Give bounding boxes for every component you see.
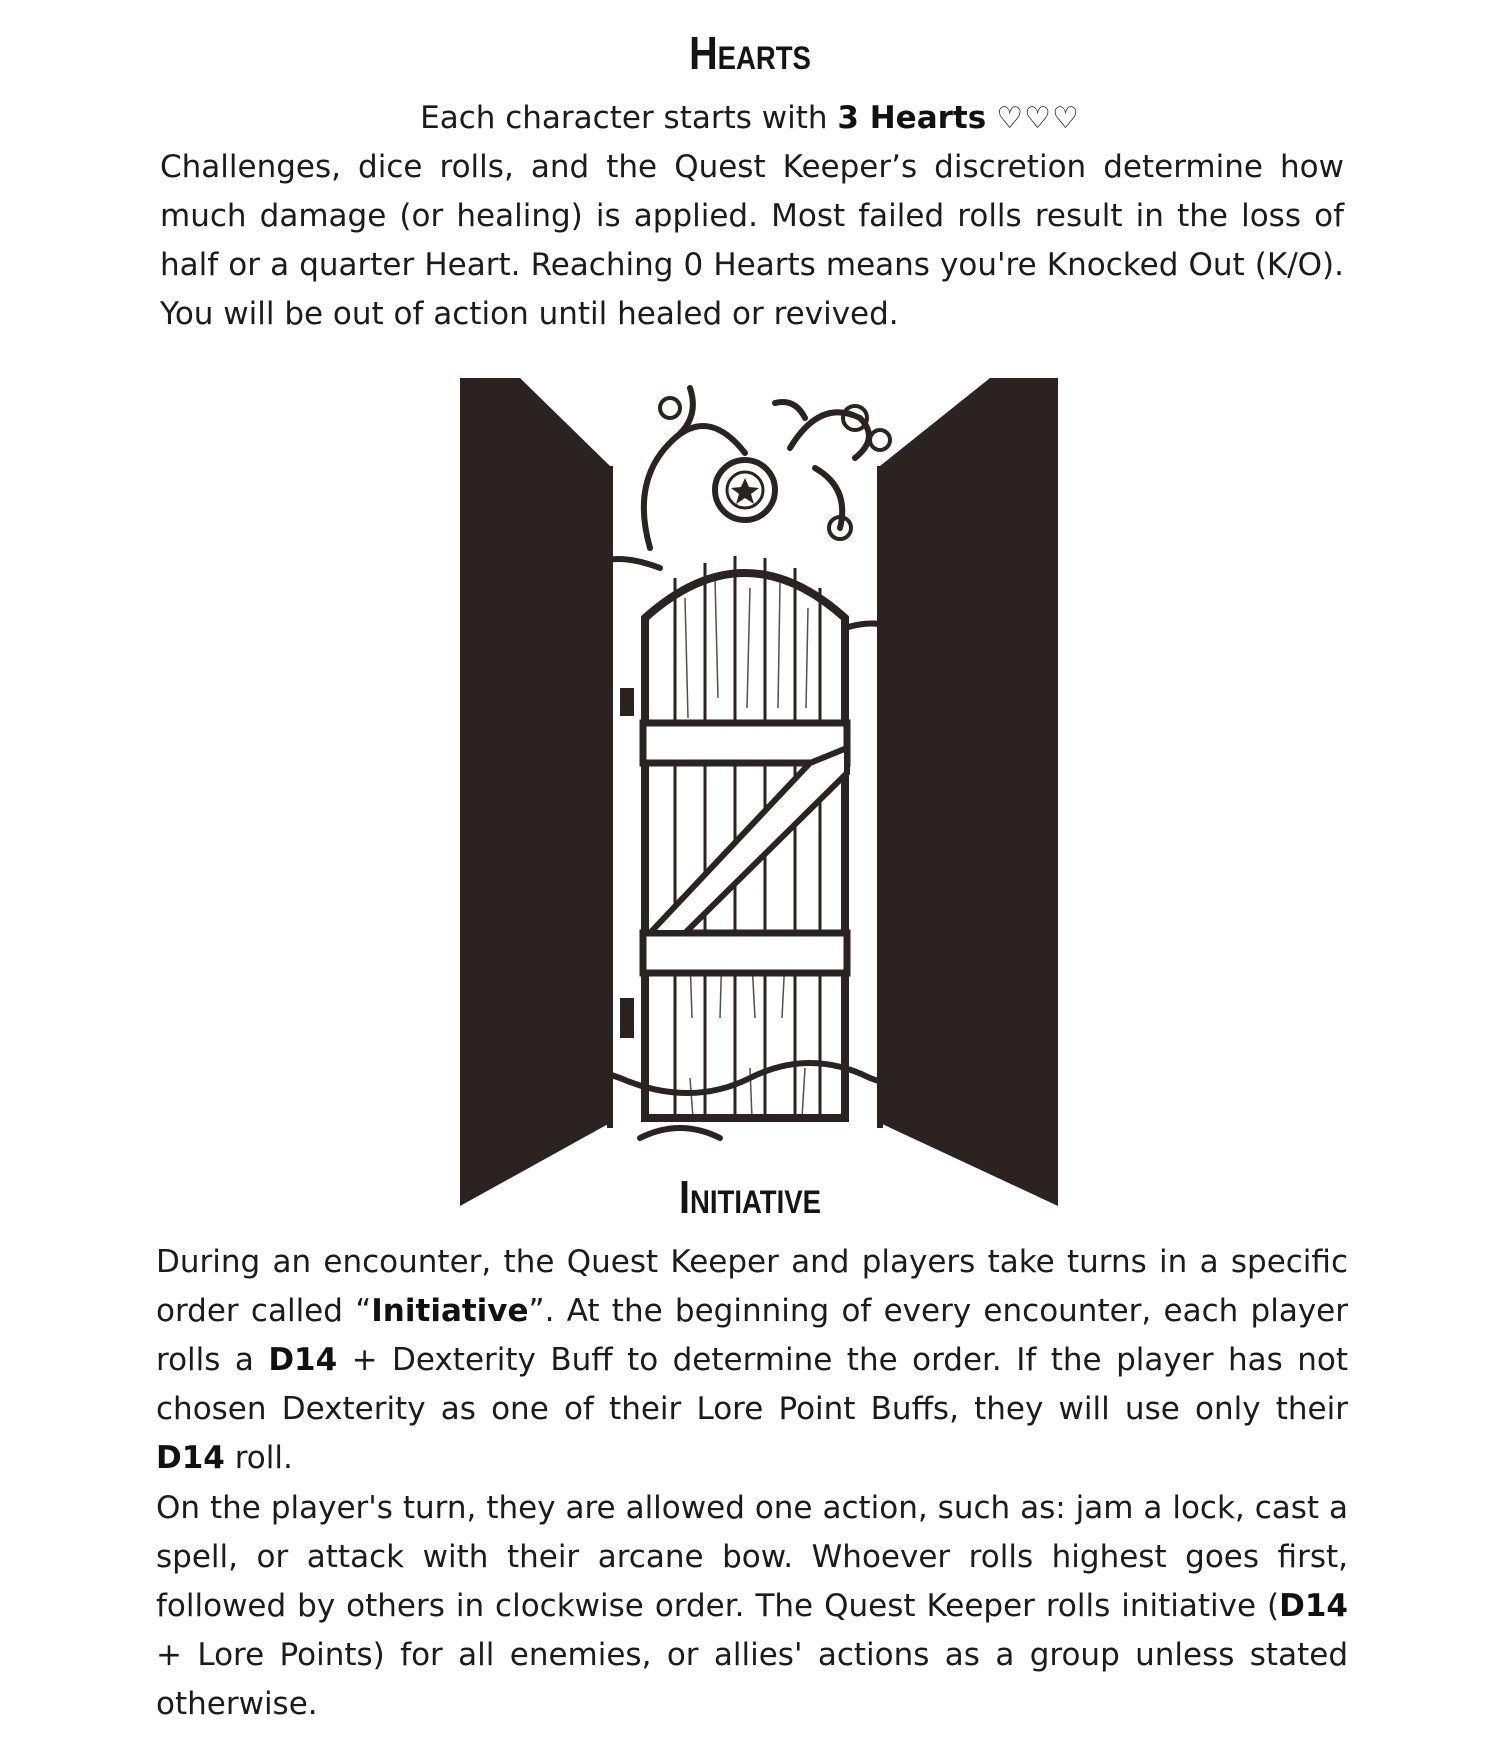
left-wall xyxy=(460,378,610,1206)
hearts-heading: Hearts xyxy=(689,27,811,79)
door-beam-top xyxy=(643,723,847,763)
hearts-intro-text: Each character starts with xyxy=(420,100,838,136)
initiative-p1-text-4: roll. xyxy=(224,1440,293,1476)
hinge-bottom xyxy=(620,998,634,1038)
hearts-count: 3 Hearts xyxy=(837,100,987,136)
hearts-paragraph: Challenges, dice rolls, and the Quest Keeper’s discretion determine how much damage (or healing) is applied. Most failed rolls result in the loss of half or a quarter Heart. Reaching 0 Hearts means you're Knocked Out (K/O). You will be out of action until healed or revived. xyxy=(160,149,1344,332)
d14-term: D14 xyxy=(1279,1588,1348,1624)
heart-icons: ♡♡♡ xyxy=(996,101,1080,136)
initiative-paragraph-2 xyxy=(156,1484,1348,1729)
initiative-heading: Initiative xyxy=(679,1171,821,1223)
door-illustration xyxy=(460,378,1058,1206)
initiative-p2-text-2: + Lore Points) for all enemies, or allies' actions as a group unless stated otherwise. xyxy=(156,1637,1348,1722)
initiative-p1-text-1: During an encounter, the Quest Keeper and players take turns in a specific order called “ xyxy=(156,1244,1348,1329)
hearts-intro xyxy=(0,98,1500,139)
initiative-paragraph-1 xyxy=(156,1238,1348,1483)
d14-term: D14 xyxy=(156,1440,225,1476)
initiative-term: Initiative xyxy=(371,1293,529,1329)
d14-term: D14 xyxy=(268,1342,338,1378)
right-wall xyxy=(880,378,1058,1206)
initiative-p2-text-1: On the player's turn, they are allowed one action, such as: jam a lock, cast a spell, or attack with their arcane bow. Whoever rolls highest goes first, followed by others in clockwise order. The Quest Keeper rolls initiative ( xyxy=(156,1490,1348,1624)
initiative-p1-text-2: ”. At the beginning of every encounter, each player rolls a xyxy=(156,1293,1349,1378)
hinge-top xyxy=(620,688,634,716)
door-beam-bottom xyxy=(643,933,847,973)
initiative-p1-text-3: + Dexterity Buff to determine the order. If the player has not chosen Dexterity as one of their Lore Point Buffs, they will use only their xyxy=(156,1342,1348,1427)
